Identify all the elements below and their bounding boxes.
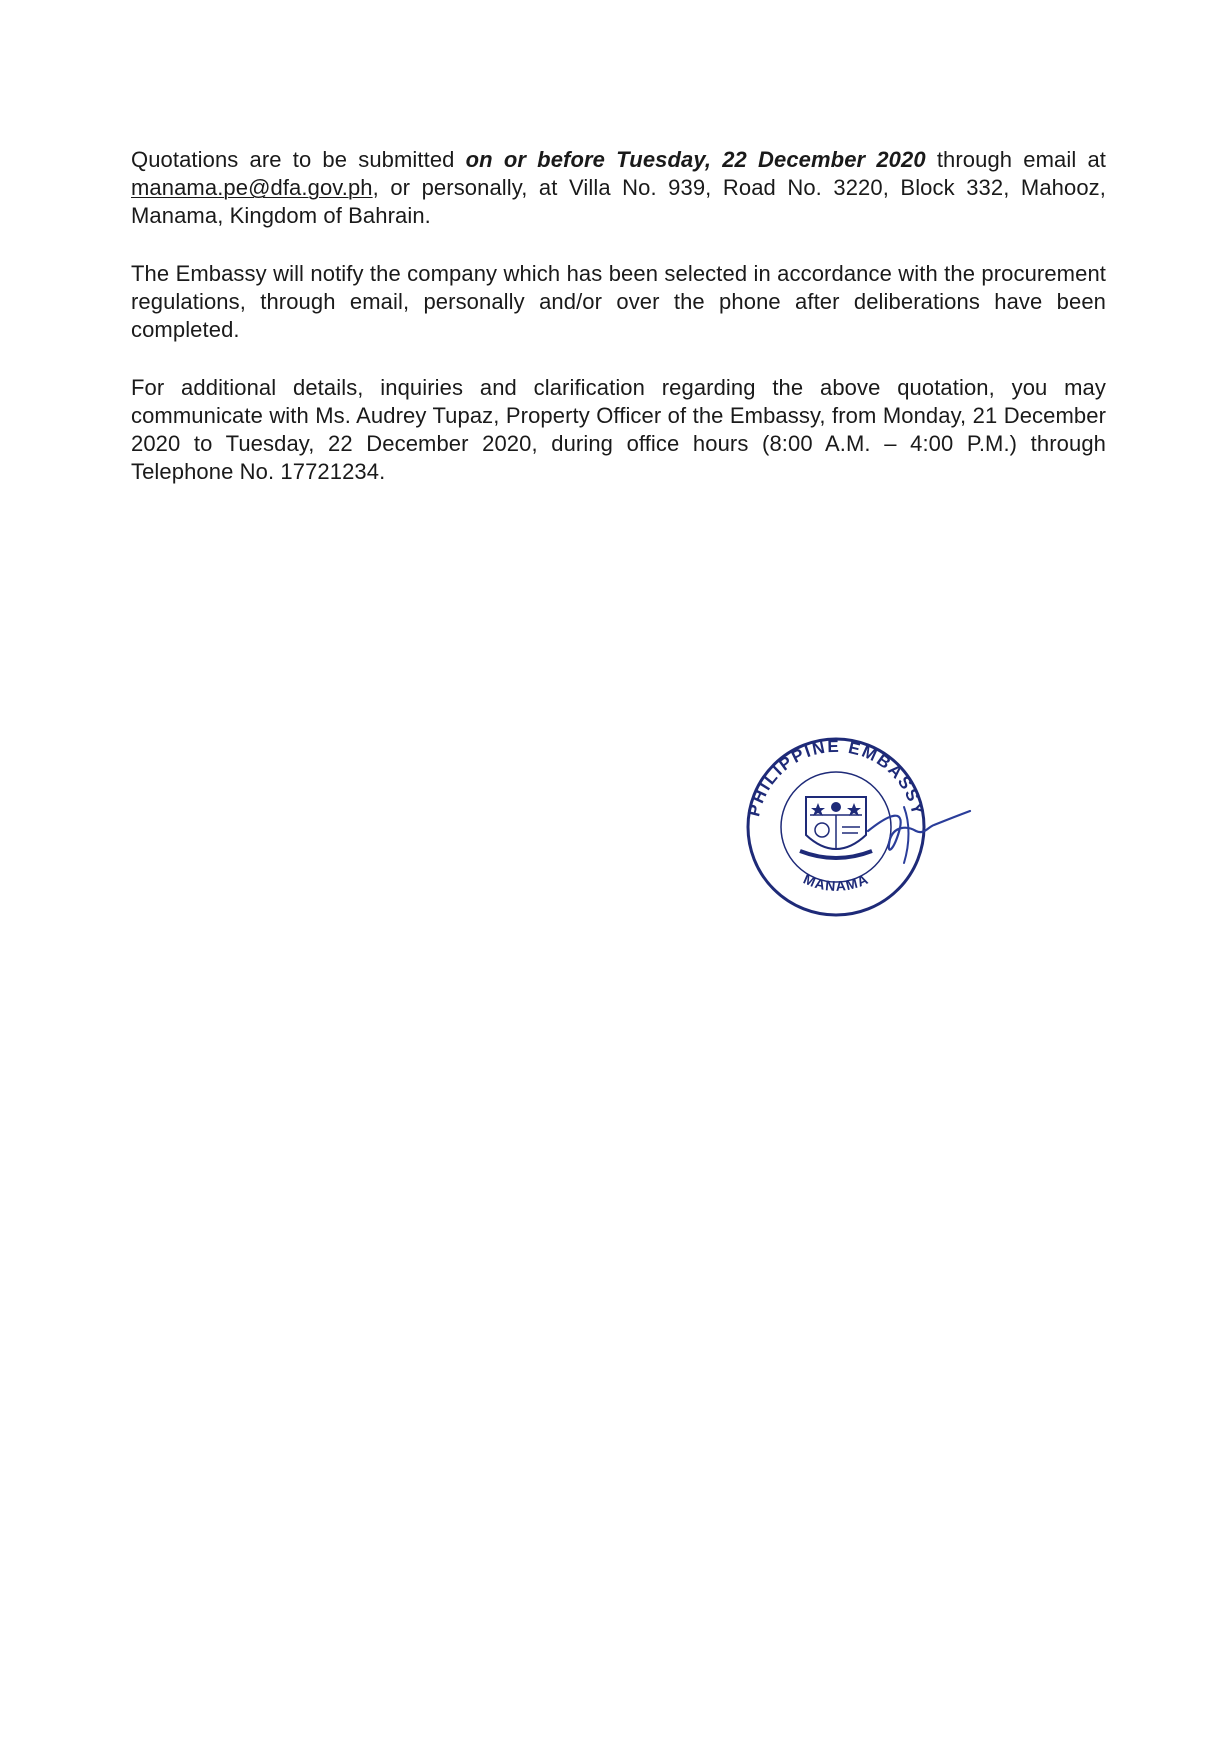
seal-bottom-text: MANAMA: [801, 870, 871, 895]
submission-address: , or personally, at Villa No. 939, Road No. 3220, Block 332, Mahooz, Manama, Kingdom of Bahrain.: [131, 175, 1106, 228]
submission-deadline: on or before Tuesday, 22 December 2020: [465, 147, 926, 172]
submission-paragraph: [131, 146, 1106, 230]
submission-mid: through email at: [925, 147, 1107, 172]
embassy-seal-with-signature: [738, 735, 978, 925]
seal-top-text: PHILIPPINE EMBASSY: [744, 736, 928, 819]
submission-intro: Quotations are to be submitted: [131, 147, 466, 172]
letter-body: [131, 146, 1106, 516]
coat-of-arms-icon: [800, 797, 872, 858]
inquiries-paragraph: For additional details, inquiries and clarification regarding the above quotation, you may communicate with Ms. Audrey Tupaz, Property Officer of the Embassy, from Monday, 21 December 2020 to Tuesday, 22 December 2020, during office hours (8:00 A.M. – 4:00 P.M.) through Telephone No. 17721234.: [131, 375, 1106, 484]
embassy-email-link[interactable]: manama.pe@dfa.gov.ph: [131, 175, 373, 200]
signature-icon: [868, 811, 970, 850]
notification-paragraph: The Embassy will notify the company which has been selected in accordance with the procurement regulations, through email, personally and/or over the phone after deliberations have been completed.: [131, 261, 1106, 342]
